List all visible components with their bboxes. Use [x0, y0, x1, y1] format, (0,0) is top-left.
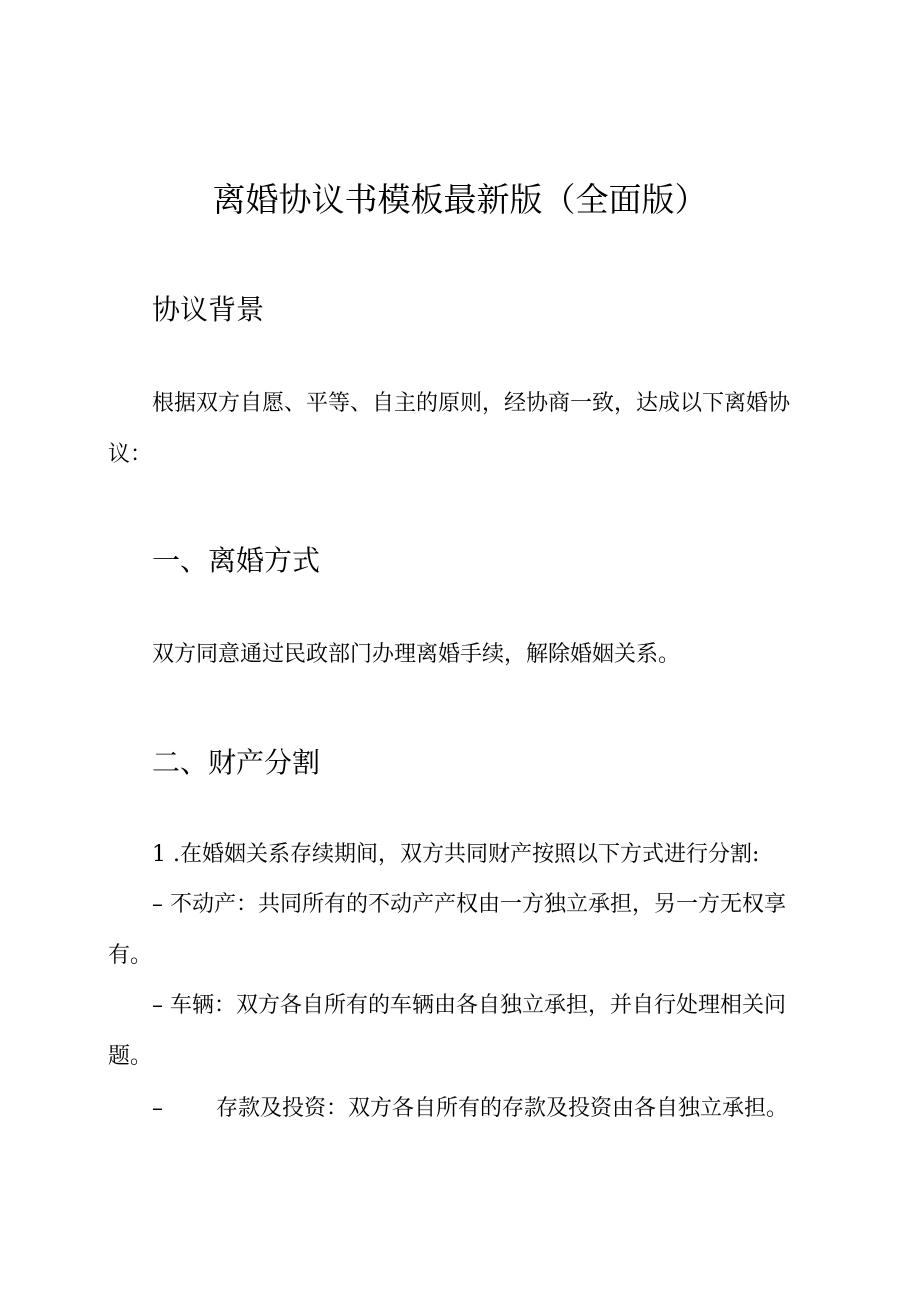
section-heading-background: 协议背景 — [152, 293, 265, 326]
divorce-method-paragraph: 双方同意通过民政部门办理离婚手续，解除婚姻关系。 — [152, 642, 681, 667]
section-heading-property-division: 二、财产分割 — [152, 746, 321, 779]
section-heading-divorce-method: 一、离婚方式 — [152, 544, 321, 577]
property-vehicles: – 车辆：双方各自所有的车辆由各自独立承担，并自行处理相关问题。 — [108, 993, 786, 1069]
property-deposits-dash: – — [152, 1096, 163, 1121]
background-paragraph: 根据双方自愿、平等、自主的原则，经协商一致，达成以下离婚协议： — [108, 391, 791, 467]
property-item-1: 1 .在婚姻关系存续期间，双方共同财产按照以下方式进行分割: — [152, 842, 760, 867]
property-real-estate: – 不动产：共同所有的不动产产权由一方独立承担，另一方无权享有。 — [108, 892, 786, 968]
property-deposits: 存款及投资：双方各自所有的存款及投资由各自独立承担。 — [216, 1096, 789, 1121]
document-title: 离婚协议书模板最新版（全面版） — [212, 180, 708, 219]
